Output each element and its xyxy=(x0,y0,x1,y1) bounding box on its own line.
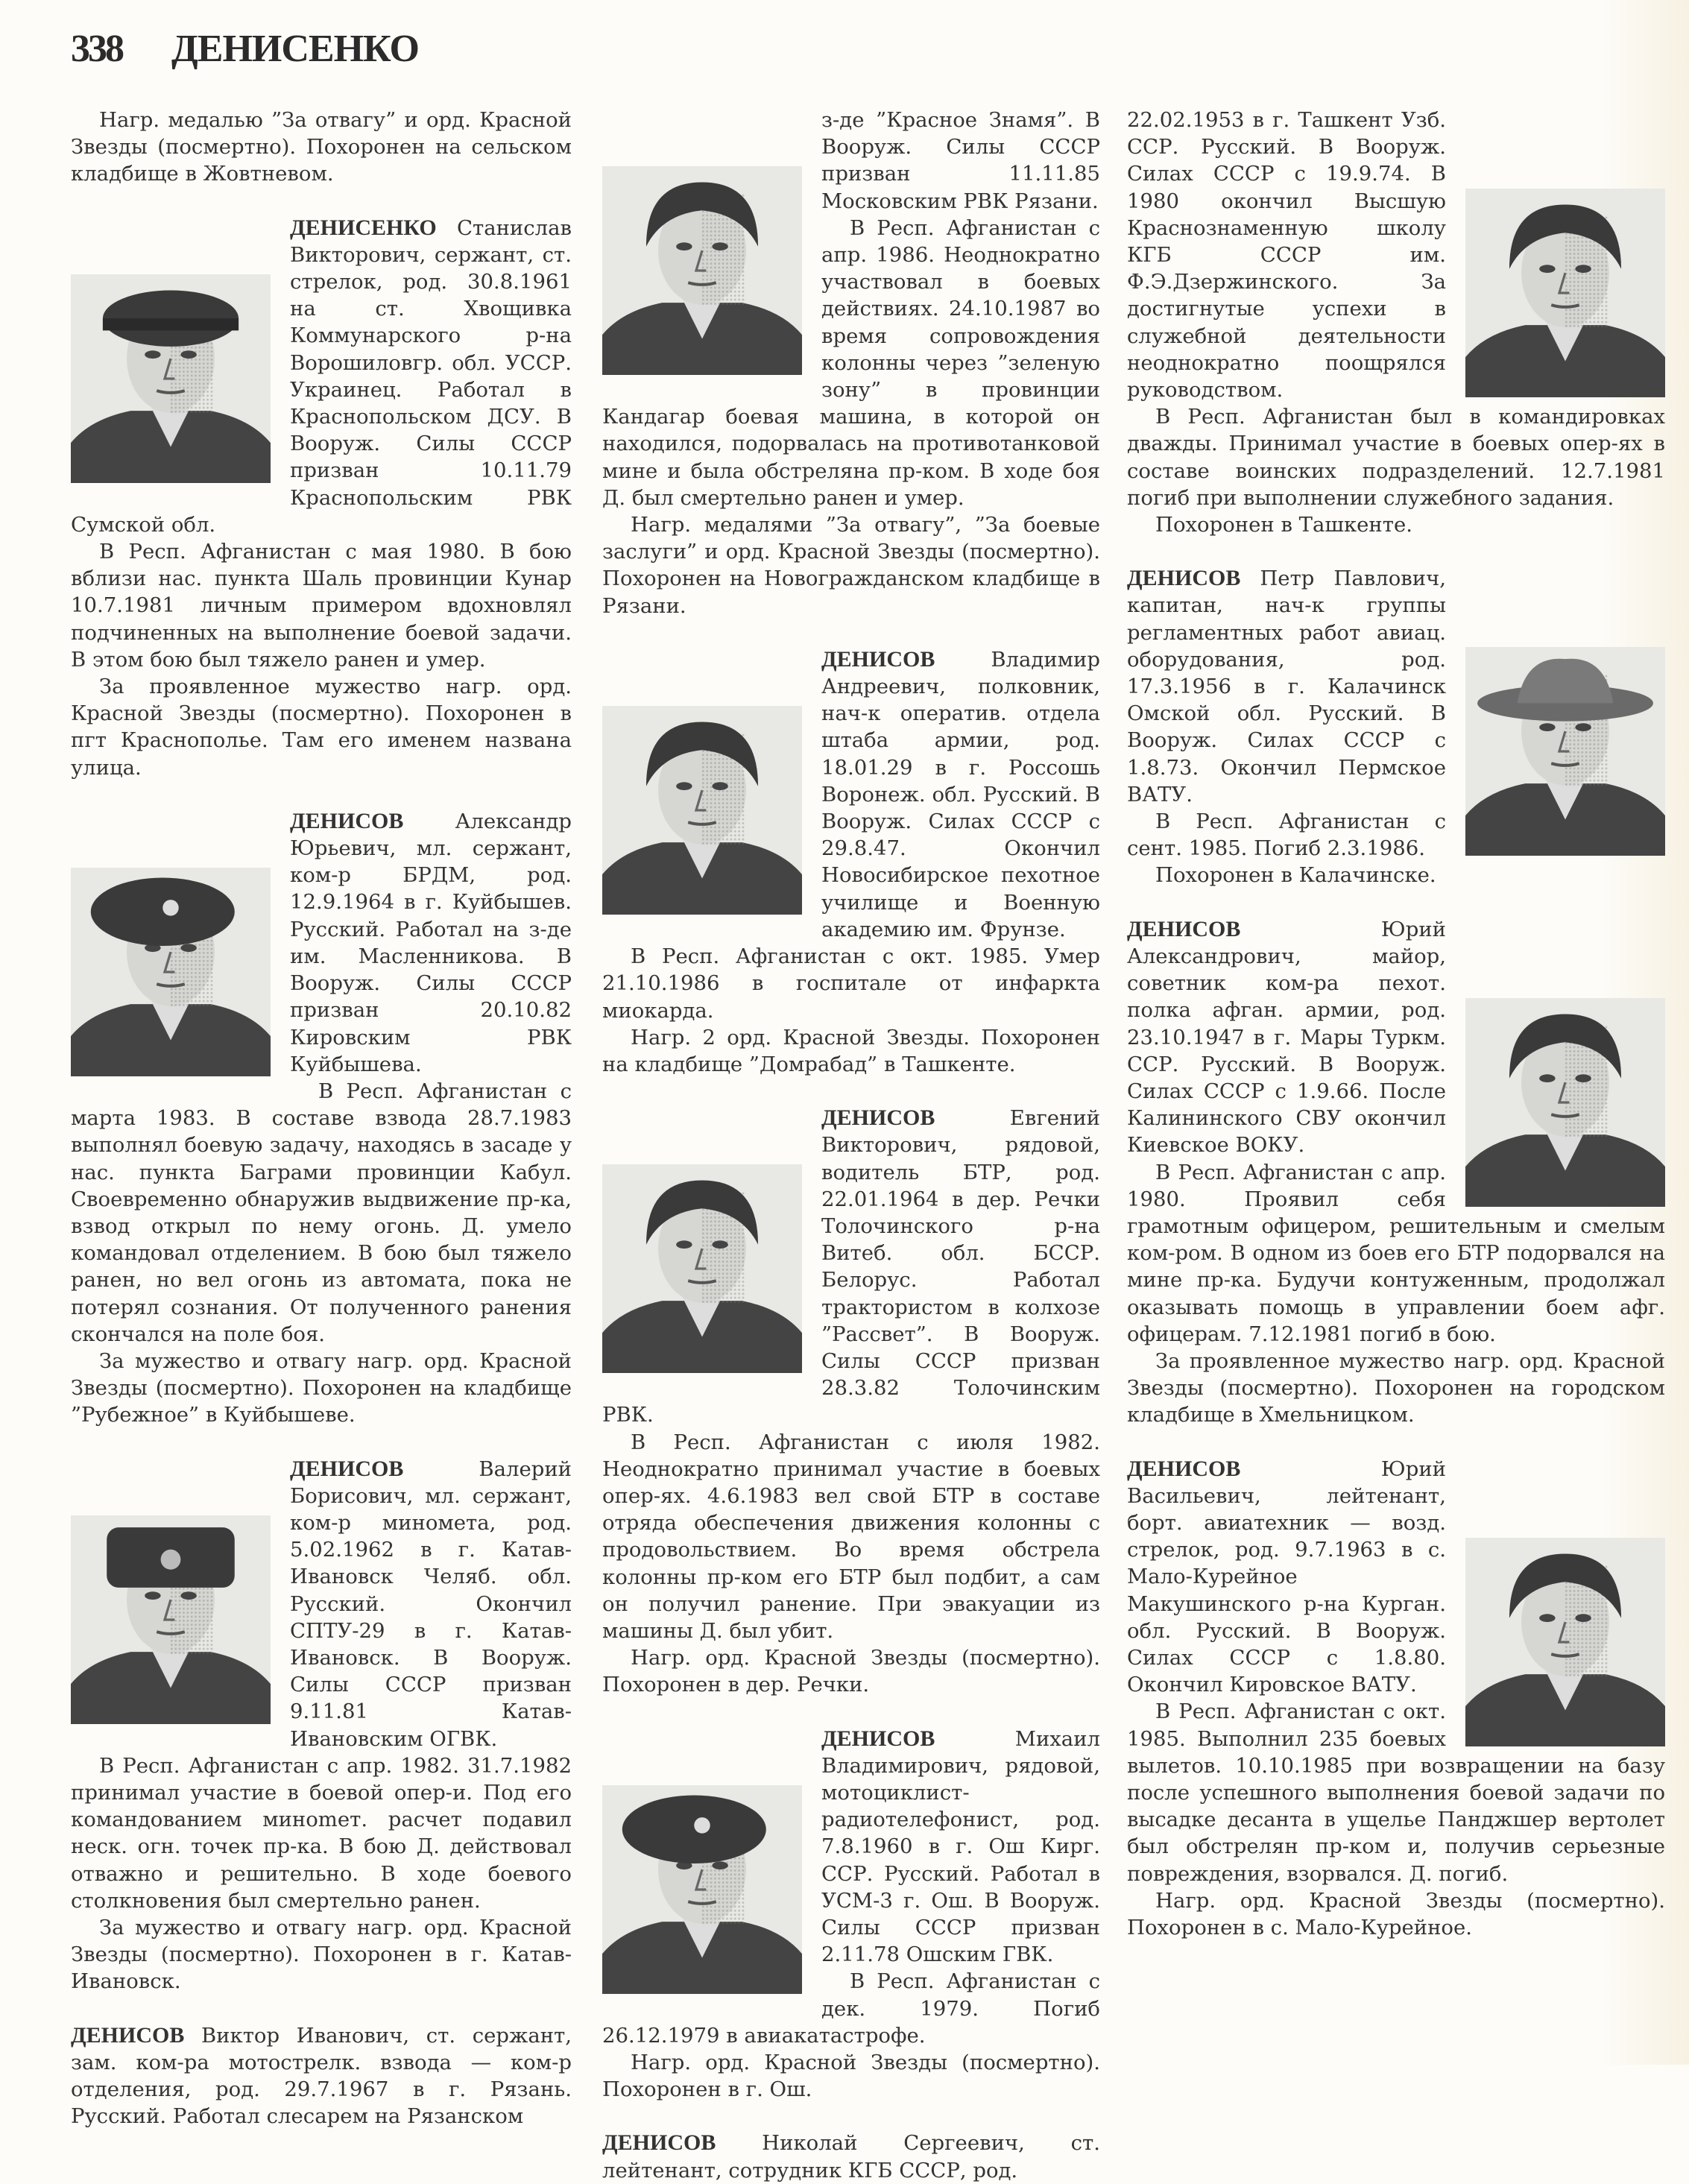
entry-paragraph: В Респ. Афганистан с июля 1982. Неоднократно принимал участие в боевых опер-ях. 4.6.1983 вел свой БТР в составе отряда обеспечения движения колонны с продовольствием. Во время обстрела колонны пр-ком его БТР был подбит, а сам он получил ранение. При эвакуации из машины Д. был убит. xyxy=(602,1430,1100,1643)
biography-entry xyxy=(602,1726,1100,2103)
portrait-photo xyxy=(602,1164,802,1373)
running-head: ДЕНИСЕНКО xyxy=(171,28,419,70)
entry-paragraph: За проявленное мужество нагр. орд. Красной Звезды (посмертно). Похоронен на городском кладбище в Хмельницком. xyxy=(1127,1348,1665,1427)
entry-paragraph: В Респ. Афганистан с апр. 1982. 31.7.1982 принимал участие в боевой опер-и. Под его командованием минomет. расчет подавил неск. огн. точек пр-ка. В бою Д. действовал отважно и решительно. В ходе боевого столкновения был смертельно ранен. xyxy=(71,1753,572,1913)
entry-paragraph: За мужество и отвагу нагр. орд. Красной Звезды (посмертно). Похоронен в г. Катав-Ивановск. xyxy=(71,1916,572,1994)
column-1 xyxy=(71,107,572,2130)
entry-lead-text: Юрий Александрович, майор, советник ком-ра пехот. полка афган. армии, род. 23.10.1947 в г. Мары Туркм. ССР. Русский. В Вооруж. Силах СССР с 1.9.66. После Калининского СВУ окончил Киевское ВОКУ. xyxy=(1127,917,1446,1158)
column-2 xyxy=(602,107,1100,2184)
entry-surname: ДЕНИСОВ xyxy=(1127,1456,1241,1481)
entry-lead-text: Владимир Андреевич, полковник, нач-к оператив. отдела штаба армии, род. 18.01.29 в г. Россошь Воронеж. обл. Русский. В Вооруж. Силах СССР с 29.8.47. Окончил Новосибирское пехотное училище и Военную академию им. Фрунзе. xyxy=(821,647,1100,941)
entry-lead-text: Александр Юрьевич, мл. сержант, ком-р БРДМ, род. 12.9.1964 в г. Куйбышев. Русский. Работал на з-де им. Масленникова. В Вооруж. Силы СССР призван 20.10.82 Кировским РВК Куйбышева. xyxy=(290,809,572,1076)
entry-paragraph: За проявленное мужество нагр. орд. Красной Звезды (посмертно). Похоронен в пгт Краснополье. Там его именем названа улица. xyxy=(71,675,572,780)
entry-lead-text: Николай Сергеевич, ст. лейтенант, сотрудник КГБ СССР, род. xyxy=(602,2131,1100,2183)
entry-lead-text: Станислав Викторович, сержант, ст. стрелок, род. 30.8.1961 на ст. Хвощивка Коммунарского р-на Ворошиловгр. обл. УССР. Украинец. Работал в Краснопольском ДСУ. В Вооруж. Силы СССР призван 10.11.79 Краснопольским РВК Сумской обл. xyxy=(71,215,572,537)
biography-entry xyxy=(1127,1456,1665,1942)
biography-entry xyxy=(71,215,572,781)
biography-entry xyxy=(602,2130,1100,2183)
entry-surname: ДЕНИСОВ xyxy=(290,808,404,833)
entry-paragraph: В Респ. Афганистан с мая 1980. В бою вблизи нас. пункта Шаль провинции Кунар 10.7.1981 личным примером вдохновлял подчиненных на выполнение боевой задачи. В этом бою был тяжело ранен и умер. xyxy=(71,540,572,672)
entry-lead-text: Евгений Викторович, рядовой, водитель БТР, род. 22.01.1964 в дер. Речки Толочинского р-на Витеб. обл. БССР. Белорус. Работал трактористом в колхозе ”Рассвет”. В Вооруж. Силы СССР призван 28.3.82 Толочинским РВК. xyxy=(602,1106,1100,1427)
entry-lead xyxy=(71,2022,572,2130)
portrait-photo xyxy=(602,166,802,375)
entry-surname: ДЕНИСЕНКО xyxy=(290,215,437,240)
entry-paragraph: В Респ. Афганистан с марта 1983. В составе взвода 28.7.1983 выполнял боевую задачу, находясь в засаде у нас. пункта Баграми провинции Кабул. Своевременно обнаружив выдвижение пр-ка, взвод открыл по нему огонь. Д. умело командовал отделением. В бою был тяжело ранен, но вел огонь из автомата, пока не потерял сознания. От полученного ранения скончался на поле боя. xyxy=(71,1079,572,1346)
entry-paragraph: В Респ. Афганистан с окт. 1985. Выполнил 235 боевых вылетов. 10.10.1985 при возвращении на базу после успешного выполнения боевой задачи по высадке десанта в ущелье Панджшер вертолет был обстрелян пр-ком и, получив серьезные повреждения, взорвался. Д. погиб. xyxy=(1127,1699,1665,1886)
entry-surname: ДЕНИСОВ xyxy=(821,1105,935,1131)
biography-entry xyxy=(602,646,1100,1078)
entry-paragraph: В Респ. Афганистан с апр. 1980. Проявил себя грамотным офицером, решительным и смелым ком-ром. В одном из боев его БТР подорвался на мине пр-ка. Будучи контуженным, продолжал оказывать помощь в управлении боем афг. офицерам. 7.12.1981 погиб в бою. xyxy=(1127,1160,1665,1346)
entry-paragraph: Нагр. медалями ”За отвагу”, ”За боевые заслуги” и орд. Красной Звезды (посмертно). Похоронен на Новогражданском кладбище в Рязани. xyxy=(602,513,1100,618)
portrait-photo xyxy=(71,868,271,1076)
entry-surname: ДЕНИСОВ xyxy=(1127,916,1241,941)
entry-paragraph: Нагр. орд. Красной Звезды (посмертно). Похоронен в дер. Речки. xyxy=(602,1646,1100,1697)
entry-paragraph: В Респ. Афганистан был в командировках дважды. Принимал участие в боевых опер-ях в составе воинских подразделений. 12.7.1981 погиб при выполнении служебного задания. xyxy=(1127,405,1665,510)
entry-lead-text: Виктор Иванович, ст. сержант, зам. ком-ра мотострелк. взвода — ком-р отделения, род. 29.7.1967 в г. Рязань. Русский. Работал слесарем на Рязанском xyxy=(71,2023,572,2129)
portrait-photo xyxy=(1465,189,1665,397)
portrait-photo xyxy=(1465,1538,1665,1746)
portrait-photo xyxy=(602,1785,802,1994)
entry-paragraph: Похоронен в Калачинске. xyxy=(1155,863,1436,888)
entry-paragraph: Нагр. орд. Красной Звезды (посмертно). Похоронен в с. Мало-Курейное. xyxy=(1127,1888,1665,1940)
entry-lead-text: з-де ”Красное Знамя”. В Вооруж. Силы СССР призван 11.11.85 Московским РВК Рязани. xyxy=(821,108,1100,213)
entry-lead xyxy=(602,2130,1100,2183)
portrait-photo xyxy=(71,1515,271,1724)
entry-lead-text: Валерий Борисович, мл. сержант, ком-р миномета, род. 5.02.1962 в г. Катав-Ивановск Челяб. обл. Русский. Окончил СПТУ-29 в г. Катав-Ивановск. В Вооруж. Силы СССР призван 9.11.81 Катав-Ивановским ОГВК. xyxy=(290,1456,572,1751)
entry-continuation xyxy=(71,107,572,188)
entry-surname: ДЕНИСОВ xyxy=(1127,566,1241,591)
entry-lead-text: Петр Павлович, капитан, нач-к группы регламентных работ авиац. оборудования, род. 17.3.1956 в г. Калачинск Омской обл. Русский. В Вооруж. Силах СССР с 1.8.73. Окончил Пермское ВАТУ. xyxy=(1127,566,1446,807)
entry-lead-text: Михаил Владимирович, рядовой, мотоциклист-радиотелефонист, род. 7.8.1960 в г. Ош Кирг. ССР. Русский. Работал в УСМ-3 г. Ош. В Вооруж. Силы СССР призван 2.11.78 Ошским ГВК. xyxy=(821,1726,1100,1967)
entry-surname: ДЕНИСОВ xyxy=(821,646,935,672)
biography-entry xyxy=(71,808,572,1429)
entry-surname: ДЕНИСОВ xyxy=(821,1726,935,1751)
entry-lead-text: 22.02.1953 в г. Ташкент Узб. ССР. Русский. В Вооруж. Силах СССР с 19.9.74. В 1980 окончил Высшую Краснознаменную школу КГБ СССР им. Ф.Э.Дзержинского. За достигнутые успехи в служебной деятельности неоднократно поощрялся руководством. xyxy=(1127,108,1446,403)
entry-paragraph: В Респ. Афганистан с окт. 1985. Умер 21.10.1986 в госпитале от инфаркта миокарда. xyxy=(602,944,1100,1023)
entry-lead-text: Юрий Васильевич, лейтенант, борт. авиатехник — возд. стрелок, род. 9.7.1963 в с. Мало-Курейное Макушинского р-на Курган. обл. Русский. В Вооруж. Силах СССР с 1.8.80. Окончил Кировское ВАТУ. xyxy=(1127,1456,1446,1697)
entry-paragraph: В Респ. Афганистан с апр. 1986. Неоднократно участвовал в боевых действиях. 24.10.1987 во время сопровождения колонны через ”зеленую зону” в провинции Кандагар боевая машина, в которой он находился, подорвалась на противотанковой мине и была обстреляна пр-ком. В ходе боя Д. был смертельно ранен и умер. xyxy=(602,215,1100,510)
biography-entry xyxy=(602,1105,1100,1698)
portrait-photo xyxy=(1465,998,1665,1207)
entry-continuation xyxy=(1127,107,1665,538)
biography-entry xyxy=(71,2022,572,2130)
entry-surname: ДЕНИСОВ xyxy=(71,2022,185,2048)
entry-continuation xyxy=(602,107,1100,619)
page-header xyxy=(71,27,419,79)
entry-paragraph: В Респ. Афганистан с дек. 1979. Погиб 26.12.1979 в авиакатастрофе. xyxy=(602,1969,1100,2048)
entry-paragraph: Нагр. 2 орд. Красной Звезды. Похоронен на кладбище ”Домрабад” в Ташкенте. xyxy=(602,1025,1100,1076)
entry-paragraph: Похоронен в Ташкенте. xyxy=(1155,513,1412,537)
portrait-photo xyxy=(71,274,271,483)
portrait-photo xyxy=(1465,647,1665,856)
entry-paragraph: Нагр. медалью ”За отвагу” и орд. Красной Звезды (посмертно). Похоронен на сельском кладбище в Жовтневом. xyxy=(71,108,572,186)
portrait-photo xyxy=(602,706,802,915)
entry-paragraph: В Респ. Афганистан с сент. 1985. Погиб 2.3.1986. xyxy=(1127,809,1446,861)
entry-surname: ДЕНИСОВ xyxy=(602,2130,716,2156)
entry-paragraph: Нагр. орд. Красной Звезды (посмертно). Похоронен в г. Ош. xyxy=(602,2051,1100,2102)
biography-entry xyxy=(1127,916,1665,1429)
column-3 xyxy=(1127,107,1665,1941)
page-number: 338 xyxy=(71,28,122,70)
entry-surname: ДЕНИСОВ xyxy=(290,1456,404,1481)
biography-entry xyxy=(1127,565,1665,889)
biography-entry xyxy=(71,1456,572,1995)
entry-paragraph: За мужество и отвагу нагр. орд. Красной Звезды (посмертно). Похоронен на кладбище ”Рубежное” в Куйбышеве. xyxy=(71,1348,572,1427)
